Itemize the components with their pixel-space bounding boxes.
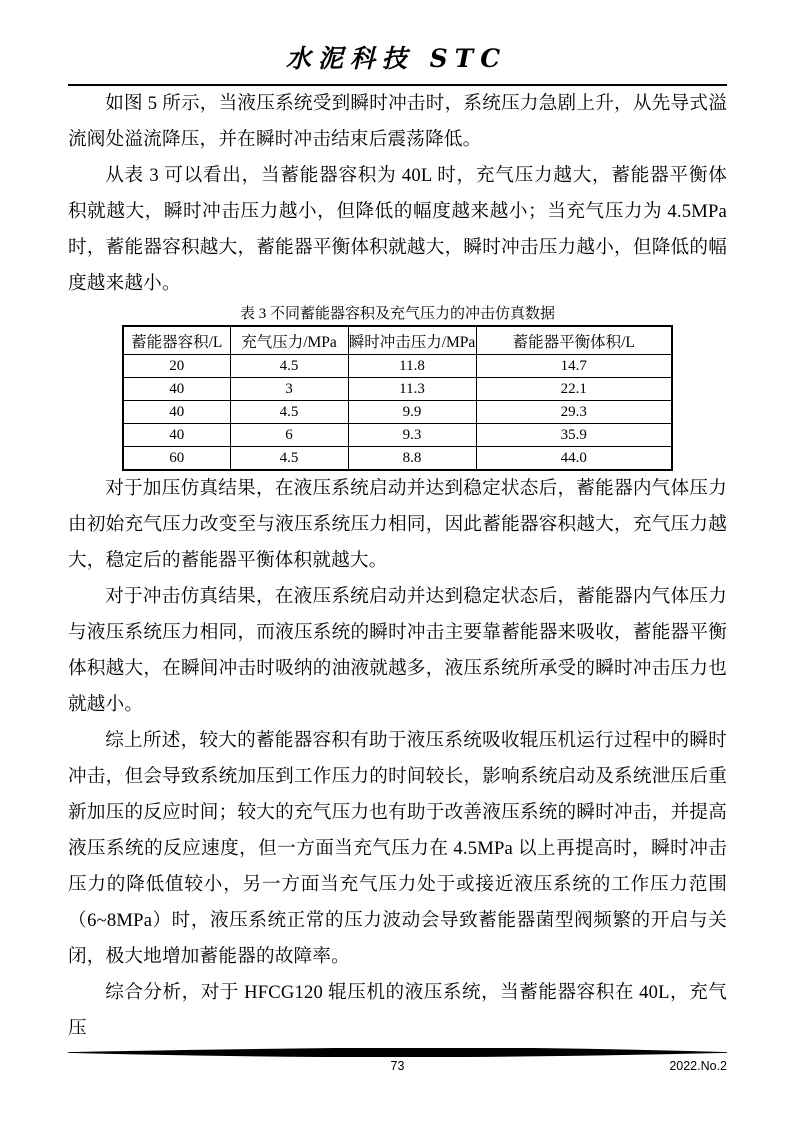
paragraph-1: 如图 5 所示，当液压系统受到瞬时冲击时，系统压力急剧上升，从先导式溢流阀处溢流降压，并在瞬时冲击结束后震荡降低。 [68,93,727,150]
table-cell: 11.3 [348,378,476,401]
table-cell: 35.9 [476,424,672,447]
table-row [123,401,672,424]
table-row [123,378,672,401]
table-cell: 20 [123,355,230,378]
table-cell: 22.1 [476,378,672,401]
paragraph-3: 对于加压仿真结果，在液压系统启动并达到稳定状态后，蓄能器内气体压力由初始充气压力改变至与液压系统压力相同，因此蓄能器容积越大，充气压力越大，稳定后的蓄能器平衡体积就越大。 [68,478,727,571]
article-body [68,86,727,1047]
table-cell: 14.7 [476,355,672,378]
table-row [123,424,672,447]
table-cell: 8.8 [348,447,476,471]
table-header-row [123,326,672,355]
table-header-cell: 充气压力/MPa [230,326,348,355]
table-caption: 表 3 不同蓄能器容积及充气压力的冲击仿真数据 [239,306,555,322]
page-footer [68,1048,727,1074]
table-cell: 60 [123,447,230,471]
table-header-cell: 蓄能器平衡体积/L [476,326,672,355]
table-row [123,355,672,378]
table-header-cell: 蓄能器容积/L [123,326,230,355]
table-cell: 4.5 [230,355,348,378]
table-cell: 3 [230,378,348,401]
paragraph-5: 综上所述，较大的蓄能器容积有助于液压系统吸收辊压机运行过程中的瞬时冲击，但会导致系统加压到工作压力的时间较长，影响系统启动及系统泄压后重新加压的反应时间；较大的充气压力也有助于改善液压系统的瞬时冲击，并提高液压系统的反应速度，但一方面当充气压力在 4.5MPa 以上再提高时，瞬时冲击压力的降低值较小，另一方面当充气压力处于或接近液压系统的工作压力范围（6~8MPa）时，液压系统正常的压力波动会导致蓄能器菌型阀频繁的开启与关闭，极大地增加蓄能器的故障率。 [68,730,727,967]
page-number: 73 [390,1059,405,1073]
table-cell: 40 [123,424,230,447]
table-cell: 4.5 [230,401,348,424]
table-cell: 29.3 [476,401,672,424]
table-cell: 11.8 [348,355,476,378]
table-cell: 6 [230,424,348,447]
table-cell: 40 [123,401,230,424]
paragraph-6: 综合分析，对于 HFCG120 辊压机的液压系统，当蓄能器容积在 40L，充气压 [68,982,727,1039]
footer-rule [68,1048,727,1057]
issue-label: 2022.No.2 [669,1059,727,1073]
table-cell: 40 [123,378,230,401]
table-cell: 9.9 [348,401,476,424]
table-header-cell: 瞬时冲击压力/MPa [348,326,476,355]
table-cell: 9.3 [348,424,476,447]
paragraph-4: 对于冲击仿真结果，在液压系统启动并达到稳定状态后，蓄能器内气体压力与液压系统压力相同，而液压系统的瞬时冲击主要靠蓄能器来吸收，蓄能器平衡体积越大，在瞬间冲击时吸纳的油液就越多，液压系统所承受的瞬时冲击压力也就越小。 [68,586,727,715]
paragraph-2: 从表 3 可以看出，当蓄能器容积为 40L 时，充气压力越大，蓄能器平衡体积就越大，瞬时冲击压力越小，但降低的幅度越来越小；当充气压力为 4.5MPa 时，蓄能器容积越大，蓄能器平衡体积就越大，瞬时冲击压力越小，但降低的幅度越来越小。 [68,165,727,294]
journal-title: 水泥科技 STC [285,44,508,73]
table-cell: 44.0 [476,447,672,471]
table-cell: 4.5 [230,447,348,471]
simulation-data-table [122,325,673,471]
table-row [123,447,672,471]
